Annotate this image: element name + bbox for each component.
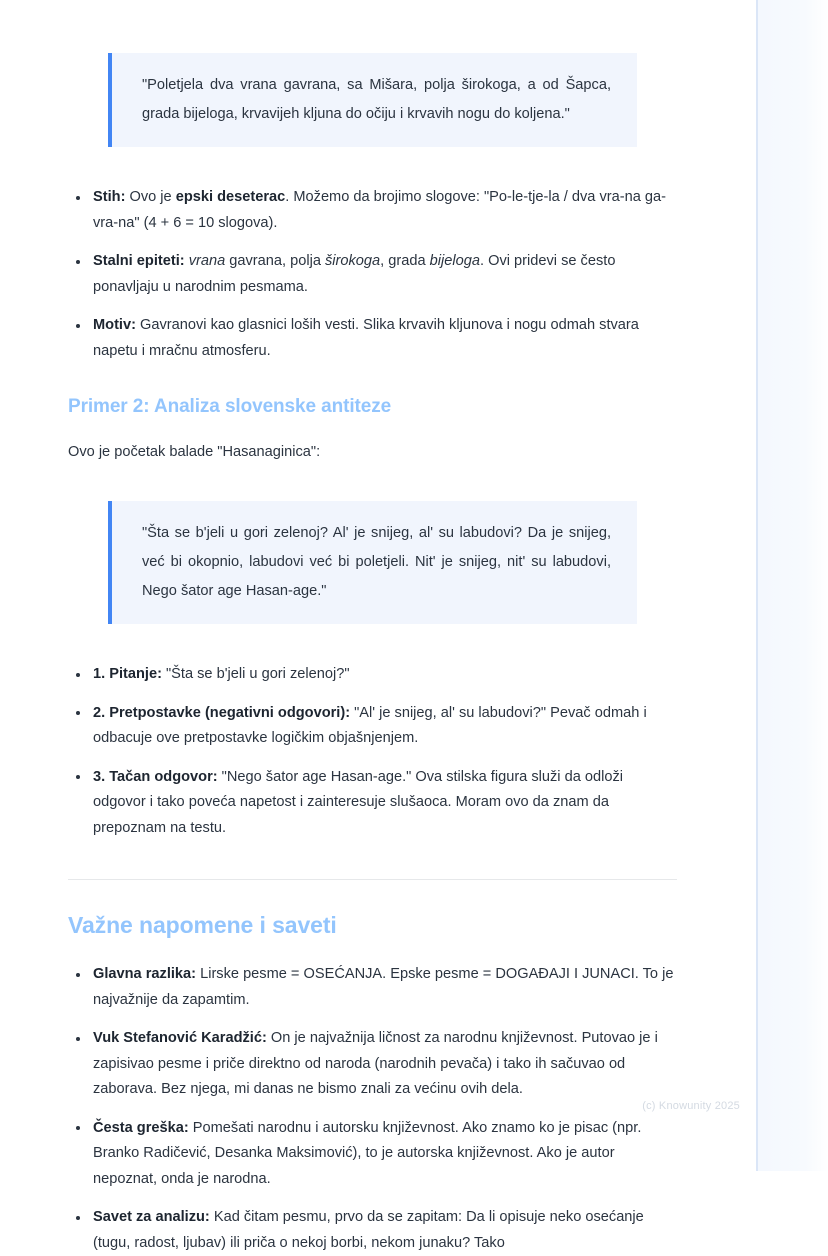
list-item-text: Lirske pesme = OSEĆANJA. Epske pesme = DOGAĐAJI I JUNACI. To je najvažnije da zapamtim. <box>93 966 674 1008</box>
list-item-label: Česta greška: <box>93 1119 189 1136</box>
heading-vazne-napomene: Važne napomene i saveti <box>68 912 337 939</box>
list-item <box>68 962 677 1013</box>
list-item-text: gavrana, polja <box>225 253 325 270</box>
list-item-label: Vuk Stefanović Karadžić: <box>93 1030 267 1047</box>
list-item-label: Glavna razlika: <box>93 966 197 983</box>
blockquote-hasanaginica <box>108 501 637 624</box>
list-item-text: Pomešati narodnu i autorsku književnost. Ako znamo ko je pisac (npr. Branko Radičević, Desanka Maksimović), to je autorska književnost. Ako je autor nepoznat, onda je narodna. <box>93 1119 642 1187</box>
list-item-text: Gavranovi kao glasnici loših vesti. Slika krvavih kljunova i nogu odmah stvara napetu i mračnu atmosferu. <box>93 317 639 359</box>
spacer <box>68 841 677 879</box>
heading-primer-2: Primer 2: Analiza slovenske antiteze <box>68 396 392 418</box>
list-item <box>68 185 677 236</box>
list-item <box>68 249 677 300</box>
list-item-text: "Šta se b'jeli u gori zelenoj?" <box>161 666 350 683</box>
intro-hasanaginica: Ovo je početak balade "Hasanaginica": <box>68 444 321 461</box>
list-item-text: epski deseterac <box>175 189 286 206</box>
spacer <box>68 420 677 440</box>
list-item <box>68 1026 677 1103</box>
list-item-label: 2. Pretpostavke (negativni odgovori): <box>93 704 351 721</box>
list-item <box>68 701 677 752</box>
blockquote-text: "Šta se b'jeli u gori zelenoj? Al' je snijeg, al' su labudovi? Da je snijeg, već bi okopnio, labudovi već bi poletjeli. Nit' je snijeg, nit' su labudovi, Nego šator age Hasan-age." <box>142 524 611 599</box>
list-item-label: 3. Tačan odgovor: <box>93 768 218 785</box>
spacer <box>68 638 677 662</box>
list-item-text: . Možemo da brojimo slogove: "Po-le-tje-la / dva vra-na ga-vra-na" (4 + 6 = 10 slogova). <box>93 189 666 231</box>
napomene-list <box>68 962 677 1256</box>
analysis-list-primer1 <box>68 185 677 364</box>
spacer <box>68 161 677 185</box>
list-item-label: Savet za analizu: <box>93 1209 210 1226</box>
blockquote-poletjela <box>108 53 637 147</box>
list-item-label: Stih: <box>93 189 126 206</box>
list-item <box>68 662 677 688</box>
list-item-text: vrana <box>188 253 226 270</box>
list-item-text: "Al' je snijeg, al' su labudovi?" Pevač odmah i odbacuje ove pretpostavke logičkim objašnjenjem. <box>93 704 647 747</box>
spacer <box>68 0 677 38</box>
list-item-text: On je najvažnija ličnost za narodnu književnost. Putovao je i zapisivao pesme i priče direktno od naroda (narodnih pevača) i tako ih sačuvao od zaborava. Bez njega, mi danas ne bismo znali za većinu ovih dela. <box>93 1030 658 1098</box>
list-item <box>68 313 677 364</box>
list-item-text: . Ovi pridevi se često ponavljaju u narodnim pesmama. <box>93 253 616 295</box>
list-item-text: "Nego šator age Hasan-age." Ova stilska figura služi da odloži odgovor i tako poveća napetost i zainteresuje slušaoca. Moram ovo da znam da prepoznam na testu. <box>93 768 624 836</box>
list-item <box>68 1116 677 1193</box>
watermark: (c) Knowunity 2025 <box>642 1100 740 1112</box>
list-item-label: Stalni epiteti: <box>93 253 185 270</box>
list-item <box>68 765 677 842</box>
blockquote-text: "Poletjela dva vrana gavrana, sa Mišara, polja širokoga, a od Šapca, grada bijeloga, krvavijeh kljuna do očiju i krvavih nogu do koljena." <box>142 76 611 122</box>
analysis-list-primer2 <box>68 662 677 841</box>
list-item <box>68 1205 677 1256</box>
list-item-text: Kad čitam pesmu, prvo da se zapitam: Da li opisuje neko osećanje (tugu, radost, ljubav) ili priča o nekoj borbi, nekom junaku? Tako <box>93 1209 644 1251</box>
spacer <box>68 464 677 486</box>
spacer <box>68 364 677 394</box>
list-item-text: bijeloga <box>429 253 480 270</box>
page-edge-strip <box>745 0 828 1171</box>
spacer <box>68 880 677 910</box>
list-item-text: Ovo je <box>125 189 176 206</box>
spacer <box>68 940 677 962</box>
list-item-label: 1. Pitanje: <box>93 666 162 683</box>
list-item-text: širokoga <box>325 253 381 270</box>
list-item-label: Motiv: <box>93 317 136 334</box>
list-item-text: , grada <box>380 253 430 270</box>
